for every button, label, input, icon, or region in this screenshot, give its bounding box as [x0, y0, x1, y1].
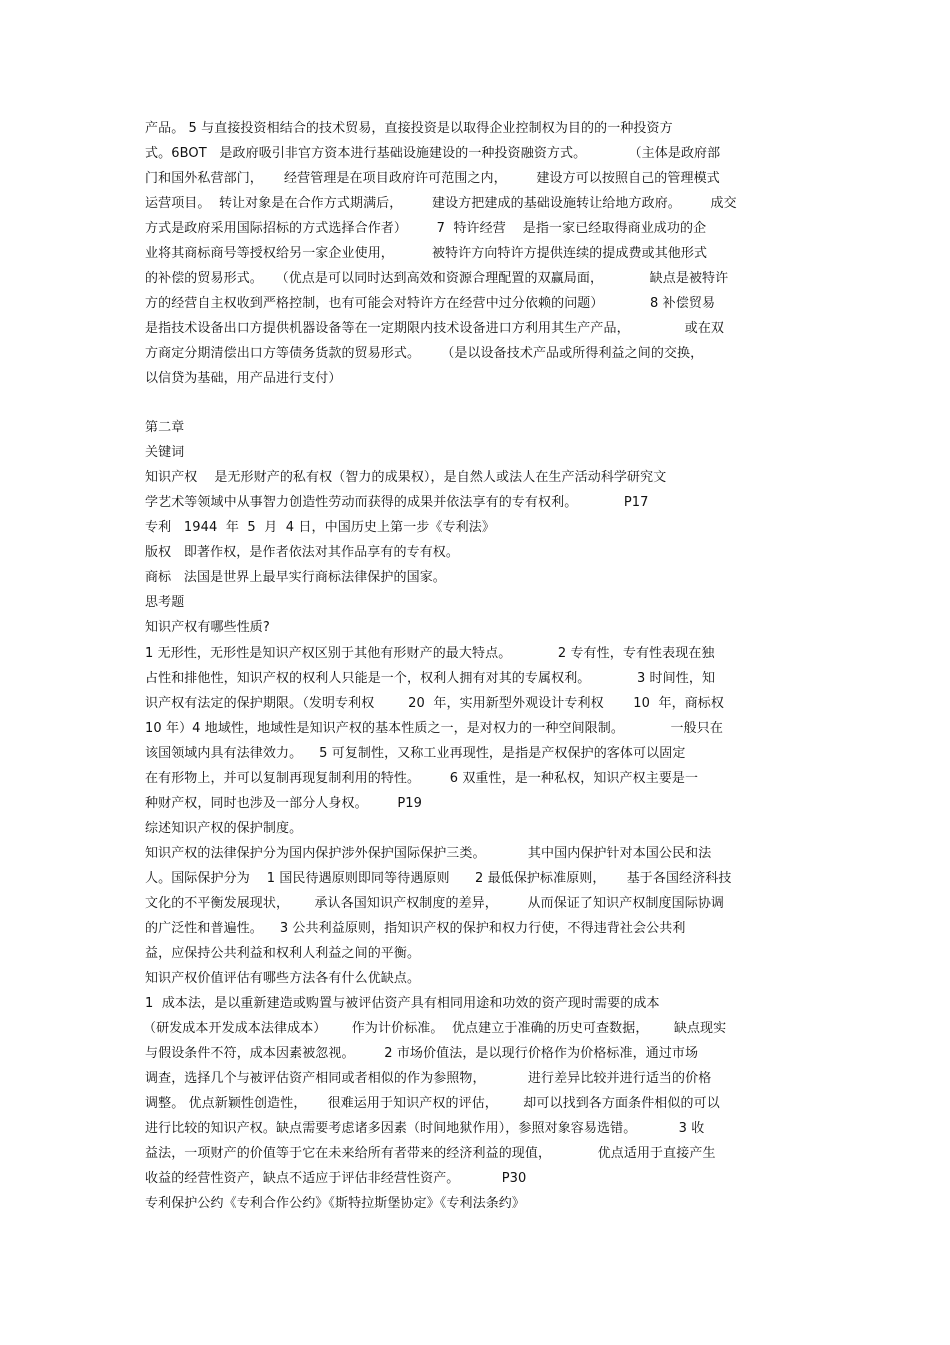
text-line: 益法，一项财产的价值等于它在未来给所有者带来的经济利益的现值， 优点适用于直接产生: [145, 1146, 716, 1161]
text-line: 商标 法国是世界上最早实行商标法律保护的国家。: [145, 570, 446, 585]
text-line: 益，应保持公共利益和权利人利益之间的平衡。: [145, 946, 421, 961]
text-line: 产品。 5 与直接投资相结合的技术贸易，直接投资是以取得企业控制权为目的的一种投资方: [145, 121, 673, 136]
text-line: 专利 1944 年 5 月 4 日，中国历史上第一步《专利法》: [145, 520, 495, 535]
text-line: 与假设条件不符，成本因素被忽视。 2 市场价值法，是以现行价格作为价格标准，通过市场: [145, 1046, 699, 1061]
question-heading: 知识产权价值评估有哪些方法各有什么优缺点。: [145, 971, 421, 986]
chapter-heading: 第二章: [145, 420, 185, 435]
text-line: （研发成本开发成本法律成本） 作为计价标准。 优点建立于准确的历史可查数据， 缺点现实: [143, 1021, 727, 1036]
text-line: 式。6BOT 是政府吸引非官方资本进行基础设施建设的一种投资融资方式。 （主体是政府部: [145, 146, 721, 161]
section-heading: 思考题: [145, 595, 185, 610]
text-line: 门和国外私营部门， 经营管理是在项目政府许可范围之内， 建设方可以按照自己的管理模式: [145, 171, 720, 186]
section-heading: 关键词: [145, 445, 185, 460]
text-line: 方的经营自主权收到严格控制，也有可能会对特许方在经营中过分依赖的问题） 8 补偿贸易: [145, 296, 716, 311]
text-line: 1 成本法，是以重新建造或购置与被评估资产具有相同用途和功效的资产现时需要的成本: [145, 996, 660, 1011]
text-line: 调整。 优点新颖性创造性， 很难运用于知识产权的评估， 却可以找到各方面条件相似的可以: [145, 1096, 720, 1111]
text-line: 调查，选择几个与被评估资产相同或者相似的作为参照物， 进行差异比较并进行适当的价格: [145, 1071, 712, 1086]
text-line: 运营项目。 转让对象是在合作方式期满后， 建设方把建成的基础设施转让给地方政府。 成交: [145, 196, 737, 211]
text-line: 占性和排他性，知识产权的权利人只能是一个，权利人拥有对其的专属权利。 3 时间性，知: [145, 671, 716, 686]
text-line: 1 无形性，无形性是知识产权区别于其他有形财产的最大特点。 2 专有性，专有性表现在独: [145, 646, 715, 661]
text-line: 文化的不平衡发展现状， 承认各国知识产权制度的差异， 从而保证了知识产权制度国际协调: [145, 896, 725, 911]
text-line: 是指技术设备出口方提供机器设备等在一定期限内技术设备进口方利用其生产产品， 或在双: [145, 321, 725, 336]
text-line: 业将其商标商号等授权给另一家企业使用， 被特许方向特许方提供连续的提成费或其他形式: [145, 246, 708, 261]
text-line: 的广泛性和普遍性。 3 公共利益原则，指知识产权的保护和权力行使，不得违背社会公共利: [145, 921, 686, 936]
text-line: 该国领域内具有法律效力。 5 可复制性，又称工业再现性，是指是产权保护的客体可以固定: [145, 746, 686, 761]
text-line: 人。国际保护分为 1 国民待遇原则即同等待遇原则 2 最低保护标准原则， 基于各国经济科技: [145, 871, 732, 886]
text-line: 10 年）4 地域性，地域性是知识产权的基本性质之一，是对权力的一种空间限制。 一般只在: [145, 721, 723, 736]
text-line: 的补偿的贸易形式。 （优点是可以同时达到高效和资源合理配置的双赢局面， 缺点是被特许: [145, 271, 729, 286]
question-heading: 知识产权有哪些性质?: [145, 620, 270, 635]
question-heading: 综述知识产权的保护制度。: [145, 821, 303, 836]
text-line: 方式是政府采用国际招标的方式选择合作者） 7 特许经营 是指一家已经取得商业成功的企: [145, 221, 707, 236]
text-line: 知识产权的法律保护分为国内保护涉外保护国际保护三类。 其中国内保护针对本国公民和法: [145, 846, 712, 861]
text-line: 专利保护公约《专利合作公约》《斯特拉斯堡协定》《专利法条约》: [145, 1196, 526, 1211]
text-line: 以信贷为基础，用产品进行支付）: [145, 371, 342, 386]
text-line: 方商定分期清偿出口方等债务货款的贸易形式。 （是以设备技术产品或所得利益之间的交换，: [145, 346, 704, 361]
text-line: 种财产权，同时也涉及一部分人身权。 P19: [145, 796, 423, 811]
text-line: 版权 即著作权，是作者依法对其作品享有的专有权。: [145, 545, 459, 560]
text-line: 在有形物上，并可以复制再现复制利用的特性。 6 双重性，是一种私权，知识产权主要是一: [145, 771, 699, 786]
text-line: 收益的经营性资产，缺点不适应于评估非经营性资产。 P30: [145, 1171, 527, 1186]
text-line: 学艺术等领域中从事智力创造性劳动而获得的成果并依法享有的专有权利。 P17: [145, 495, 649, 510]
text-line: 识产权有法定的保护期限。（发明专利权 20 年，实用新型外观设计专利权 10 年，商标权: [145, 696, 724, 711]
text-line: 进行比较的知识产权。缺点需要考虑诸多因素（时间地狱作用），参照对象容易选错。 3 收: [145, 1121, 705, 1136]
text-line: 知识产权 是无形财产的私有权（智力的成果权），是自然人或法人在生产活动科学研究文: [145, 470, 667, 485]
